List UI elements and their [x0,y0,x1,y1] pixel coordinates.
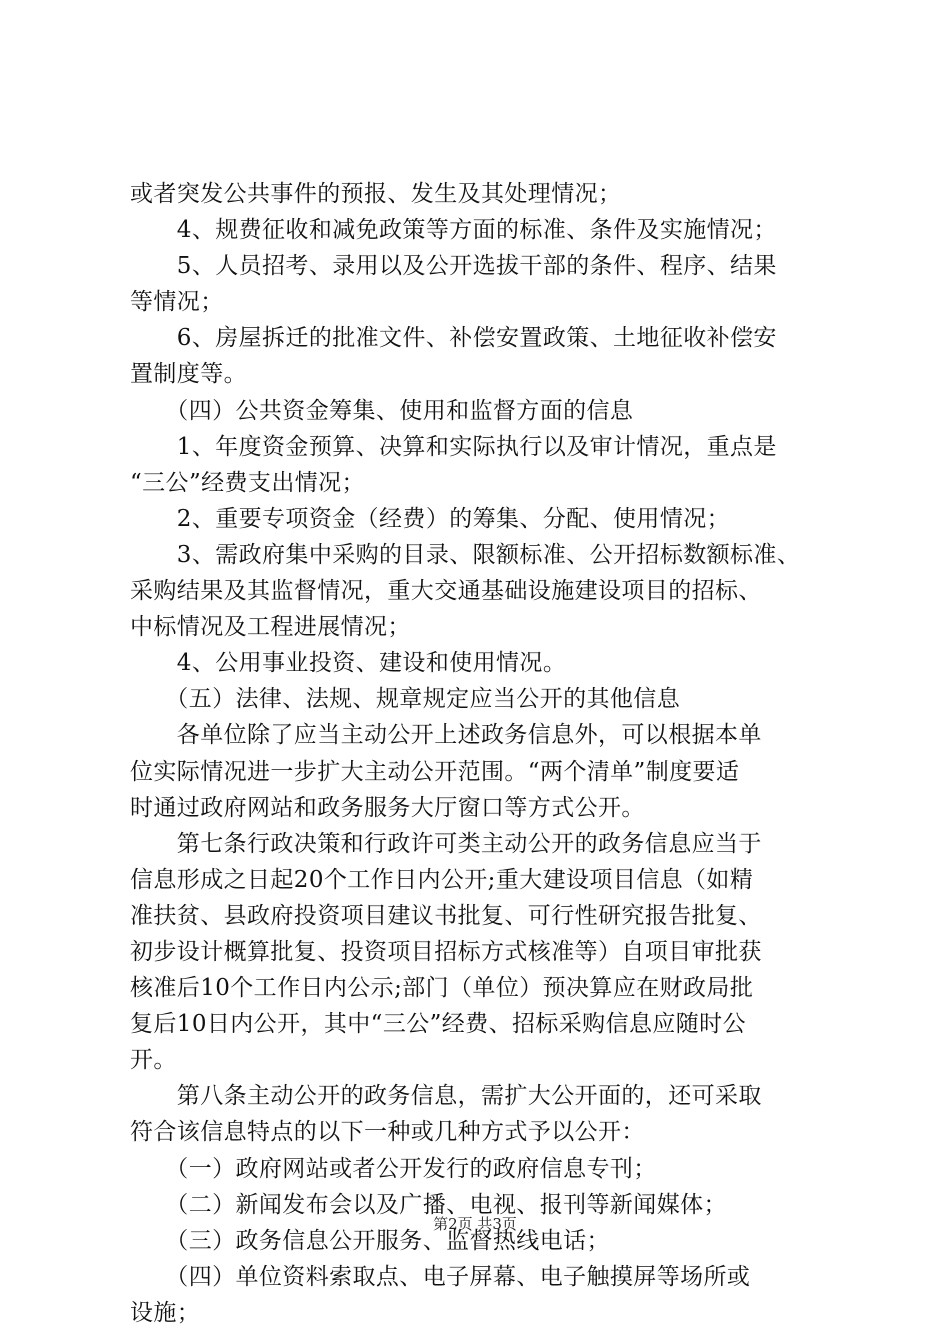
text-line: （三）政务信息公开服务、监督热线电话； [130,1227,610,1254]
text-line: 设施； [130,1299,201,1326]
text-line: 第八条主动公开的政务信息，需扩大公开面的，还可采取 [130,1083,762,1110]
text-line: 3、需政府集中采购的目录、限额标准、公开招标数额标准、 [130,541,801,568]
text-line: （一）政府网站或者公开发行的政府信息专刊； [130,1155,657,1182]
text-line: 准扶贫、县政府投资项目建议书批复、可行性研究报告批复、 [130,902,762,929]
text-line: （四）单位资料索取点、电子屏幕、电子触摸屏等场所或 [130,1263,751,1290]
document-body [130,176,830,1331]
text-line: 位实际情况进一步扩大主动公开范围。“两个清单”制度要适 [130,758,740,785]
text-line: 时通过政府网站和政务服务大厅窗口等方式公开。 [130,794,645,821]
text-line: 2、重要专项资金（经费）的筹集、分配、使用情况； [130,505,731,532]
text-line: 4、公用事业投资、建设和使用情况。 [130,650,567,677]
text-line: 6、房屋拆迁的批准文件、补偿安置政策、土地征收补偿安 [130,325,777,352]
text-line: 复后10日内公开，其中“三公”经费、招标采购信息应随时公 [130,1011,746,1038]
page-footer: 第2页 共3页 [433,1215,517,1233]
text-line: 初步设计概算批复、投资项目招标方式核准等）自项目审批获 [130,938,762,965]
text-line: 各单位除了应当主动公开上述政务信息外，可以根据本单 [130,722,762,749]
text-line: 核准后10个工作日内公示;部门（单位）预决算应在财政局批 [130,975,754,1002]
text-line: 开。 [130,1047,177,1074]
text-line: （二）新闻发布会以及广播、电视、报刊等新闻媒体； [130,1191,727,1218]
text-line: 符合该信息特点的以下一种或几种方式予以公开： [130,1119,645,1146]
text-line: “三公”经费支出情况； [130,469,365,496]
text-line: 1、年度资金预算、决算和实际执行以及审计情况，重点是 [130,433,777,460]
text-line: 信息形成之日起20个工作日内公开;重大建设项目信息（如精 [130,866,754,893]
text-line: 5、人员招考、录用以及公开选拔干部的条件、程序、结果 [130,253,777,280]
text-line: （四）公共资金筹集、使用和监督方面的信息 [130,397,634,424]
text-line: 置制度等。 [130,361,247,388]
text-line: 中标情况及工程进展情况； [130,614,411,641]
text-line: 等情况； [130,289,224,316]
text-line: 采购结果及其监督情况，重大交通基础设施建设项目的招标、 [130,578,762,605]
text-line: 4、规费征收和减免政策等方面的标准、条件及实施情况； [130,217,777,244]
text-line: 或者突发公共事件的预报、发生及其处理情况； [130,181,622,207]
text-line: 第七条行政决策和行政许可类主动公开的政务信息应当于 [130,830,762,857]
text-line: （五）法律、法规、规章规定应当公开的其他信息 [130,686,681,713]
